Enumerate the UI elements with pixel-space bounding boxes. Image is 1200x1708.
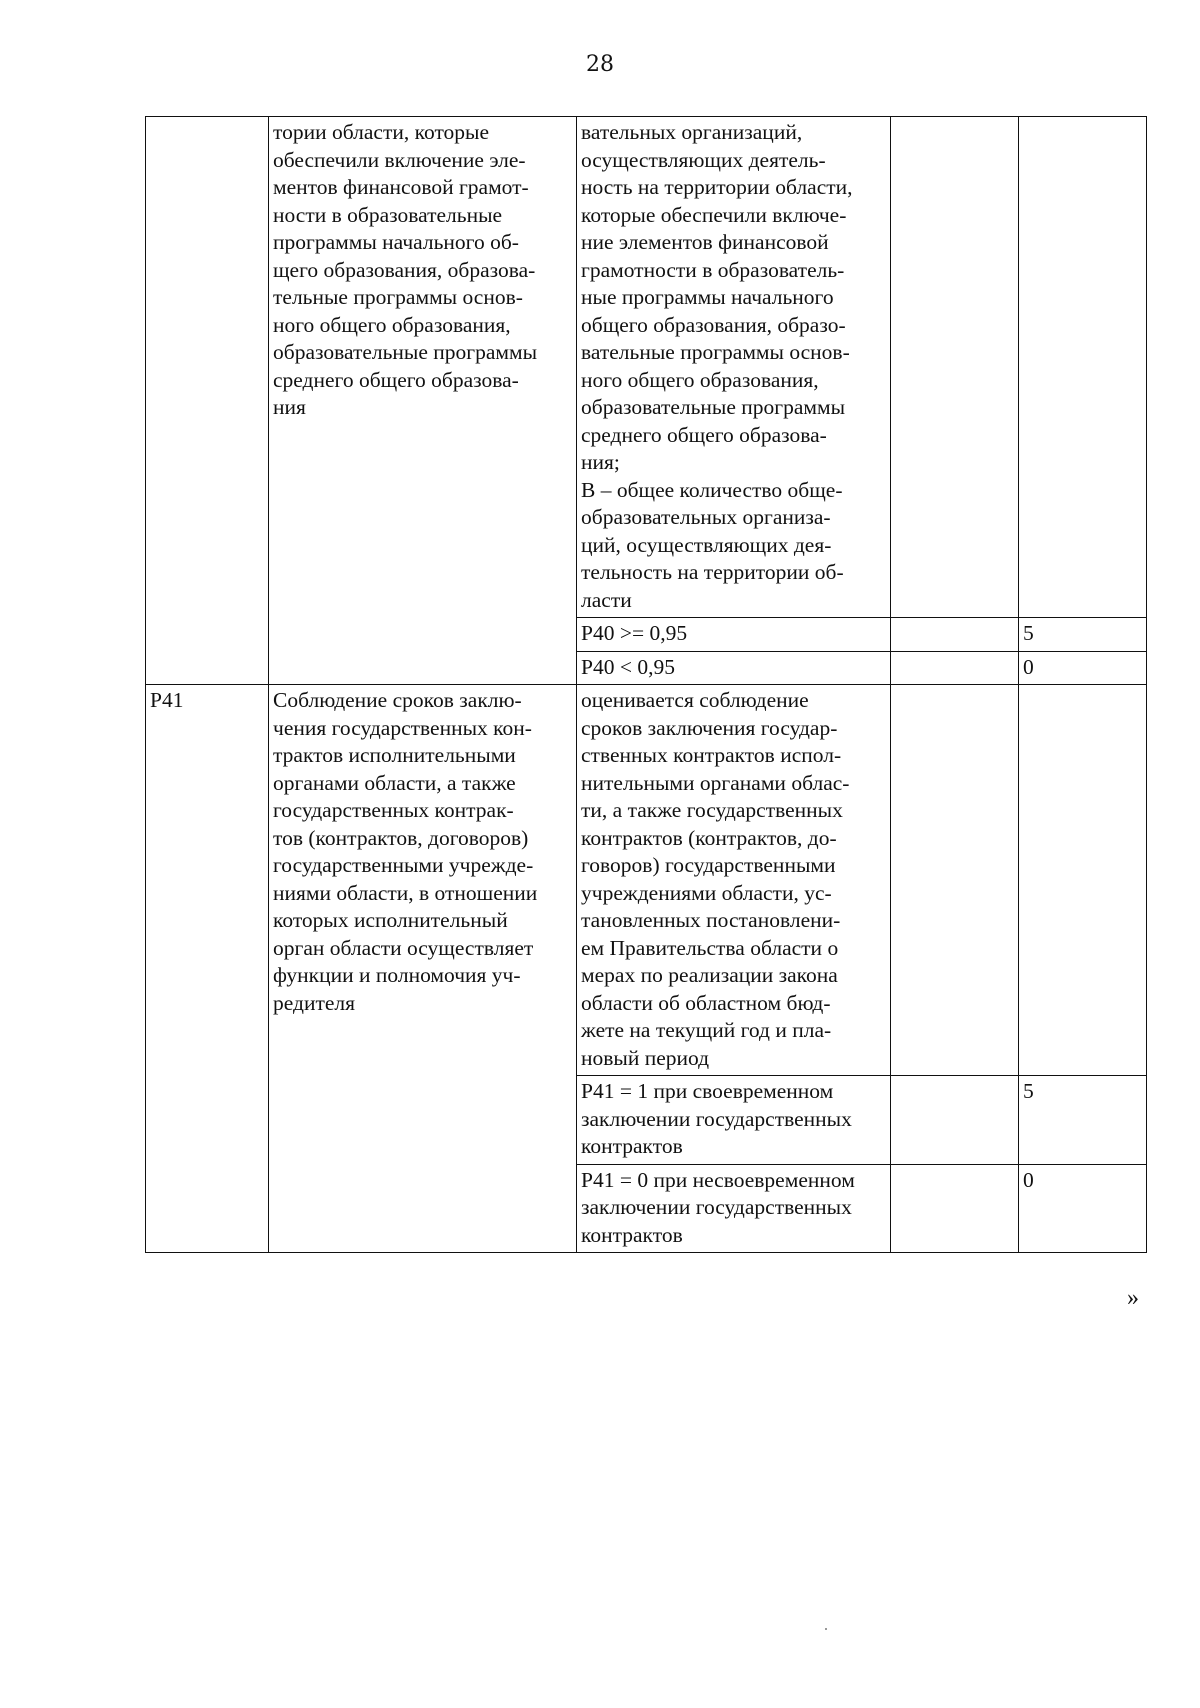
cell-score: 0 xyxy=(1019,1164,1147,1253)
cell-condition: P41 = 0 при несвоевременном заключении государственных контрактов xyxy=(577,1164,891,1253)
cell-empty xyxy=(891,685,1019,1076)
page-number: 28 xyxy=(586,52,614,77)
cell-empty xyxy=(891,618,1019,652)
cell-score: 5 xyxy=(1019,618,1147,652)
cell-method: вательных организаций, осуществляющих деятель- ность на территории области, которые обеспечили включе- ние элементов финансовой грамотности в образователь- ные программы начального общего образования, образо- вательные программы основ- ного общего образования, образовательные программы среднего общего образова- ния; В – общее количество обще- образовательных организа- ций, осуществляющих дея- тельность на территории об- ласти xyxy=(577,117,891,618)
closing-quote: » xyxy=(1127,1285,1139,1311)
cell-code: P41 xyxy=(146,685,269,1253)
cell-indicator-name: тории области, которые обеспечили включение эле- ментов финансовой грамот- ности в образовательные программы начального об- щего образования, образова- тельные программы основ- ного общего образования, образовательные программы среднего общего образова- ния xyxy=(269,117,577,685)
cell-score: 5 xyxy=(1019,1076,1147,1165)
cell-method: оценивается соблюдение сроков заключения государ- ственных контрактов испол- нительными органами облас- ти, а также государственных контрактов (контрактов, до- говоров) государственными учреждениями области, ус- тановленных постановлени- ем Правительства области о мерах по реализации закона области об областном бюд- жете на текущий год и пла- новый период xyxy=(577,685,891,1076)
cell-condition: P40 >= 0,95 xyxy=(577,618,891,652)
cell-empty xyxy=(1019,685,1147,1076)
scan-speck xyxy=(825,1628,827,1630)
cell-empty xyxy=(1019,117,1147,618)
cell-empty xyxy=(891,1164,1019,1253)
cell-empty xyxy=(891,117,1019,618)
table-row xyxy=(146,685,1147,1076)
cell-code xyxy=(146,117,269,685)
cell-empty xyxy=(891,1076,1019,1165)
cell-condition: P41 = 1 при своевременном заключении государственных контрактов xyxy=(577,1076,891,1165)
cell-condition: P40 < 0,95 xyxy=(577,651,891,685)
indicators-table xyxy=(145,116,1147,1253)
cell-score: 0 xyxy=(1019,651,1147,685)
cell-empty xyxy=(891,651,1019,685)
table-row xyxy=(146,117,1147,618)
cell-indicator-name: Соблюдение сроков заклю- чения государственных кон- трактов исполнительными органами области, а также государственных контрак- тов (контрактов, договоров) государственными учрежде- ниями области, в отношении которых исполнительный орган области осуществляет функции и полномочия уч- редителя xyxy=(269,685,577,1253)
